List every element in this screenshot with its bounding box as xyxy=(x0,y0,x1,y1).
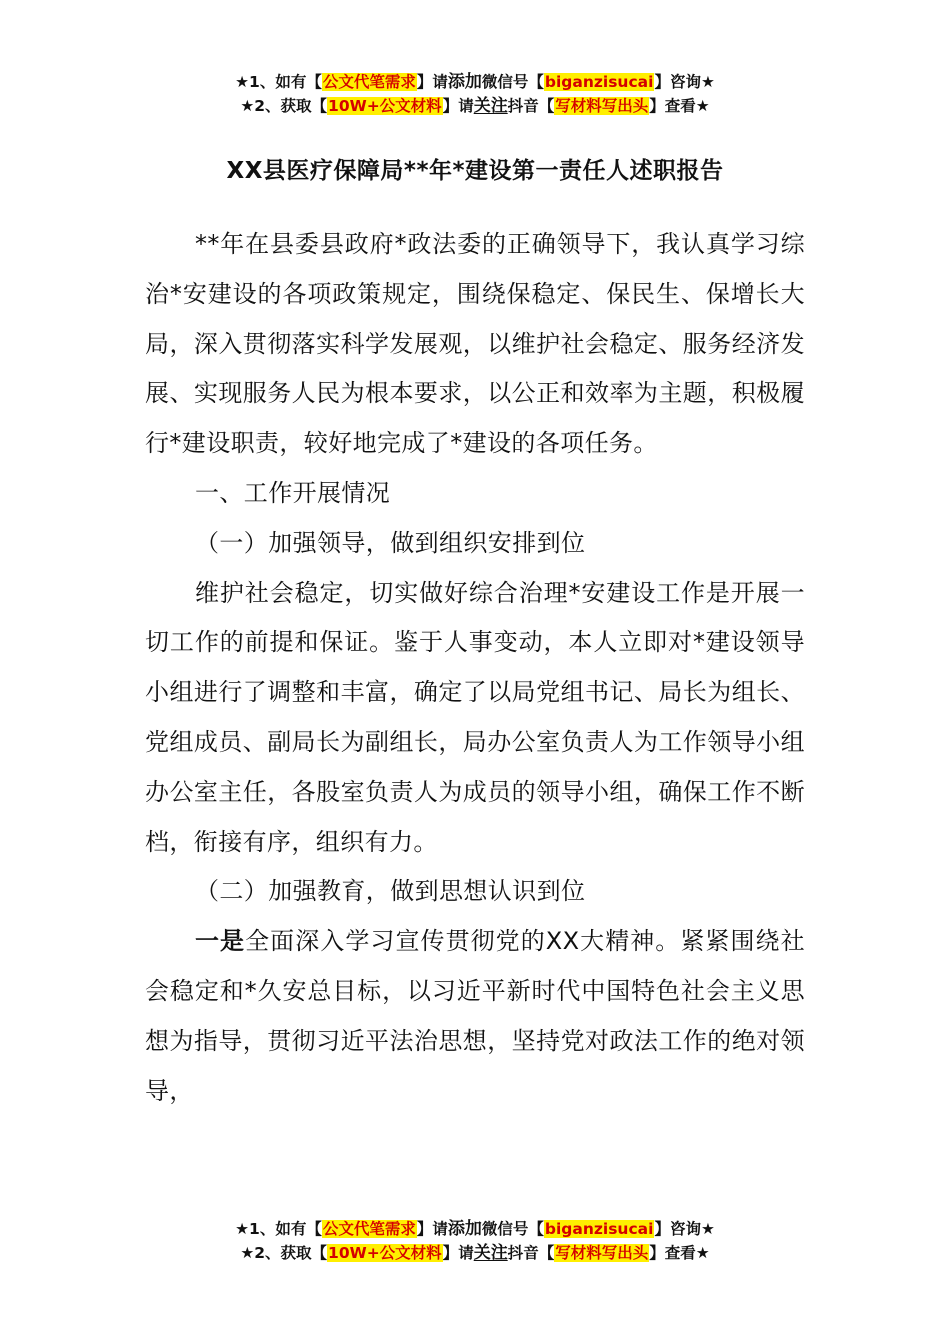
wechat-id: biganzisucai xyxy=(544,1220,654,1238)
promo-line-1: ★1、如有【公文代笔需求】请添加微信号【biganzisucai】咨询★ xyxy=(235,1219,715,1239)
promo-banner-bottom xyxy=(0,1217,950,1265)
promo-banner-top xyxy=(0,70,950,118)
paragraph: 一是全面深入学习宣传贯彻党的XX大精神。紧紧围绕社会稳定和*久安总目标，以习近平新时代中国特色社会主义思想为指导，贯彻习近平法治思想，坚持党对政法工作的绝对领导， xyxy=(145,927,805,1105)
document-title: XX县医疗保障局**年*建设第一责任人述职报告 xyxy=(226,158,724,184)
paragraph: 维护社会稳定，切实做好综合治理*安建设工作是开展一切工作的前提和保证。鉴于人事变动，本人立即对*建设领导小组进行了调整和丰富，确定了以局党组书记、局长为组长、党组成员、副局长为副组长，局办公室负责人为工作领导小组办公室主任，各股室负责人为成员的领导小组，确保工作不断档，衔接有序，组织有力。 xyxy=(145,578,805,856)
douyin-account: 写材料写出头 xyxy=(555,1244,649,1262)
paragraph-lead: 一是 xyxy=(195,927,246,956)
section-heading: 一、工作开展情况 xyxy=(195,478,391,507)
promo-highlight: 公文代笔需求 xyxy=(322,73,416,91)
paragraph: **年在县委县政府*政法委的正确领导下，我认真学习综治*安建设的各项政策规定，围绕保稳定、保民生、保增长大局，深入贯彻落实科学发展观，以维护社会稳定、服务经济发展、实现服务人民为根本要求，以公正和效率为主题，积极履行*建设职责，较好地完成了*建设的各项任务。 xyxy=(145,230,805,458)
subsection-heading: （二）加强教育，做到思想认识到位 xyxy=(195,877,586,906)
douyin-account: 写材料写出头 xyxy=(555,97,649,115)
wechat-id: biganzisucai xyxy=(544,73,654,91)
subsection-heading: （一）加强领导，做到组织安排到位 xyxy=(195,528,586,557)
promo-highlight: 10W+公文材料 xyxy=(328,97,442,115)
document-body xyxy=(145,220,805,1116)
promo-line-2: ★2、获取【10W+公文材料】请关注抖音【写材料写出头】查看★ xyxy=(240,1243,710,1263)
promo-line-2: ★2、获取【10W+公文材料】请关注抖音【写材料写出头】查看★ xyxy=(240,96,710,116)
promo-highlight: 10W+公文材料 xyxy=(328,1244,442,1262)
promo-line-1: ★1、如有【公文代笔需求】请添加微信号【biganzisucai】咨询★ xyxy=(235,72,715,92)
promo-highlight: 公文代笔需求 xyxy=(322,1220,416,1238)
